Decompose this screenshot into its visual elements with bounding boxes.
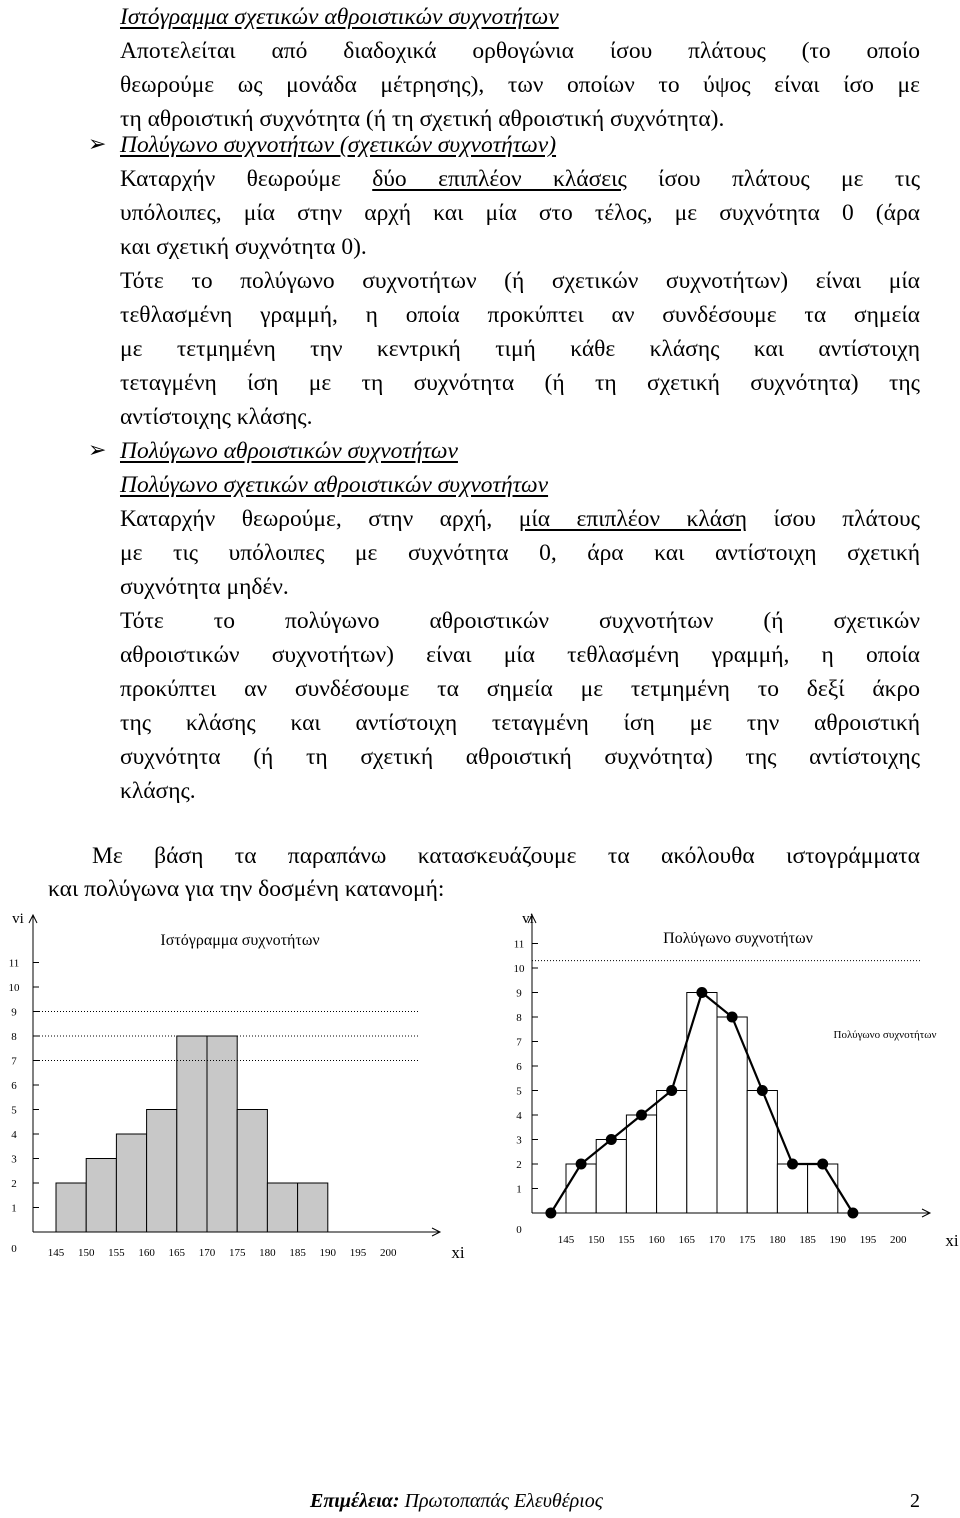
x-tick-label: 165 [168, 1247, 186, 1259]
y-tick-label: 4 [516, 1110, 522, 1122]
y-tick-label: 3 [11, 1153, 17, 1166]
section-title: Ιστόγραμμα σχετικών αθροιστικών συχνοτήτων [120, 4, 559, 30]
y-tick-label: 7 [11, 1055, 17, 1068]
paragraph-line: αθροιστικών συχνοτήτων) είναι μία τεθλασμένη γραμμή, η οποία [120, 642, 920, 668]
y-tick-label: 2 [516, 1159, 522, 1171]
histogram-bar [267, 1183, 297, 1232]
chart-legend-label: Πολύγωνο συχνοτήτων [833, 1029, 937, 1041]
histogram-bar [56, 1183, 86, 1232]
charts-figure [0, 905, 960, 1285]
chart-title: Ιστόγραμμα συχνοτήτων [160, 932, 320, 949]
cumulative-histogram-section [120, 0, 920, 136]
y-tick-label: 6 [516, 1061, 522, 1073]
footer-label: Επιμέλεια: [310, 1490, 400, 1512]
polygon-point [666, 1085, 677, 1096]
polygon-point [817, 1159, 828, 1170]
histogram-bar [808, 1164, 838, 1213]
histogram-bar [717, 1017, 747, 1213]
paragraph-line: τεθλασμένη γραμμή, η οποία προκύπτει αν συνδέσουμε τα σημεία [120, 302, 920, 328]
y-tick-label: 11 [8, 957, 20, 970]
x-tick-label: 155 [618, 1234, 635, 1246]
page-footer [310, 1490, 920, 1513]
y-tick-label: 1 [516, 1183, 522, 1196]
x-tick-label: 200 [379, 1247, 397, 1259]
page-number: 2 [910, 1490, 920, 1512]
arrow-bullet-icon: ➢ [88, 132, 107, 157]
paragraph-line: τεταγμένη ίση με τη συχνότητα (ή τη σχετική συχνότητα) της [120, 370, 920, 396]
paragraph-line: αντίστοιχης κλάσης. [120, 404, 313, 430]
paragraph-line: Αποτελείται από διαδοχικά ορθογώνια ίσου πλάτους (το οποίο [120, 38, 920, 64]
x-tick-label: 190 [829, 1234, 847, 1246]
section-title: Πολύγωνο συχνοτήτων (σχετικών συχνοτήτων) [120, 132, 557, 158]
y-tick-label: 11 [513, 938, 525, 951]
paragraph-line: με τις υπόλοιπες με συχνότητα 0, άρα και αντίστοιχη σχετική [120, 540, 920, 566]
histogram-bar [147, 1110, 177, 1233]
paragraph-line: και σχετική συχνότητα 0). [120, 234, 367, 260]
histogram-bar [237, 1110, 267, 1233]
y-tick-label: 2 [11, 1178, 17, 1190]
polygon-point [576, 1159, 587, 1170]
histogram-bar [657, 1091, 687, 1214]
y-tick-label: 0 [11, 1243, 17, 1255]
paragraph-line: προκύπτει αν συνδέσουμε τα σημεία με τετμημένη το δεξί άκρο [120, 676, 920, 702]
paragraph-line: υπόλοιπες, μία στην αρχή και μία στο τέλος, με συχνότητα 0 (άρα [120, 200, 920, 226]
paragraph-line: τη αθροιστική συχνότητα (ή τη σχετική αθροιστική συχνότητα). [120, 106, 725, 132]
polygon-point [727, 1012, 738, 1023]
charts-intro [48, 840, 920, 906]
x-tick-label: 185 [289, 1247, 306, 1259]
y-tick-label: 5 [11, 1104, 17, 1117]
x-tick-label: 145 [47, 1247, 65, 1259]
x-tick-label: 165 [678, 1234, 696, 1246]
polygon-point [787, 1159, 798, 1170]
intro-line: Με βάση τα παραπάνω κατασκευάζουμε τα ακόλουθα ιστογράμματα [92, 843, 920, 869]
paragraph-line: της κλάσης και αντίστοιχη τεταγμένη ίση με την αθροιστική [120, 710, 920, 736]
x-tick-label: 145 [557, 1234, 575, 1246]
paragraph-line: με τετμημένη την κεντρική τιμή κάθε κλάσης και αντίστοιχη [120, 336, 920, 362]
polygon-point [696, 987, 707, 998]
x-axis-label: xi [945, 1231, 959, 1250]
section-title: Πολύγωνο σχετικών αθροιστικών συχνοτήτων [120, 472, 549, 498]
arrow-bullet-icon: ➢ [88, 438, 107, 463]
x-tick-label: 195 [859, 1234, 877, 1246]
footer-author: Πρωτοπαπάς Ελευθέριος [399, 1490, 603, 1512]
paragraph-line: κλάσης. [120, 778, 196, 804]
y-tick-label: 9 [11, 1006, 17, 1019]
polygon-point [757, 1085, 768, 1096]
paragraph-line: συχνότητα (ή τη σχετική αθροιστική συχνότητα) της αντίστοιχης [120, 744, 920, 770]
y-tick-label: 7 [516, 1036, 522, 1049]
x-tick-label: 190 [319, 1247, 337, 1259]
y-tick-label: 10 [513, 963, 525, 975]
polygon-point [847, 1208, 858, 1219]
frequency-polygon-section [120, 128, 920, 434]
polygon-point [545, 1208, 556, 1219]
x-tick-label: 180 [259, 1247, 276, 1259]
paragraph-line: Καταρχήν θεωρούμε δύο επιπλέον κλάσεις ίσου πλάτους με τις [120, 166, 920, 192]
chart-title: Πολύγωνο συχνοτήτων [663, 930, 813, 947]
histogram-bar [777, 1164, 807, 1213]
y-tick-label: 0 [516, 1224, 522, 1236]
polygon-point [606, 1134, 617, 1145]
histogram-bar [298, 1183, 328, 1232]
cumulative-polygon-section [120, 434, 920, 808]
y-axis-label: vi [522, 911, 534, 927]
y-tick-label: 5 [516, 1085, 522, 1098]
x-tick-label: 170 [708, 1234, 726, 1246]
paragraph-line: συχνότητα μηδέν. [120, 574, 289, 600]
histogram-bar [207, 1036, 237, 1232]
y-tick-label: 8 [516, 1012, 522, 1024]
x-tick-label: 155 [108, 1247, 125, 1259]
x-tick-label: 160 [138, 1247, 155, 1259]
paragraph-line: Τότε το πολύγωνο αθροιστικών συχνοτήτων (ή σχετικών [120, 608, 920, 634]
histogram-bar [596, 1140, 626, 1214]
x-tick-label: 185 [799, 1234, 816, 1246]
histogram-bar [177, 1036, 207, 1232]
paragraph-line: θεωρούμε ως μονάδα μέτρησης), των οποίων το ύψος είναι ίσο με [120, 72, 920, 98]
y-axis-label: vi [12, 911, 24, 927]
x-tick-label: 150 [77, 1247, 95, 1259]
x-tick-label: 195 [349, 1247, 367, 1259]
intro-line: και πολύγωνα για την δοσμένη κατανομή: [48, 876, 445, 902]
x-axis-label: xi [451, 1243, 465, 1262]
y-tick-label: 6 [11, 1080, 17, 1092]
y-tick-label: 4 [11, 1129, 17, 1141]
histogram-bar [747, 1091, 777, 1214]
histogram-bar [626, 1115, 656, 1213]
y-tick-label: 10 [8, 982, 20, 994]
x-tick-label: 150 [587, 1234, 605, 1246]
polygon-point [636, 1110, 647, 1121]
y-tick-label: 1 [11, 1202, 17, 1215]
x-tick-label: 175 [738, 1234, 756, 1246]
x-tick-label: 170 [198, 1247, 216, 1259]
paragraph-line: Τότε το πολύγωνο συχνοτήτων (ή σχετικών συχνοτήτων) είναι μία [120, 268, 920, 294]
histogram-bar [86, 1159, 116, 1233]
histogram-bar [116, 1134, 146, 1232]
paragraph-line: Καταρχήν θεωρούμε, στην αρχή, μία επιπλέον κλάση ίσου πλάτους [120, 506, 920, 532]
y-tick-label: 9 [516, 987, 522, 1000]
x-tick-label: 200 [889, 1234, 907, 1246]
y-tick-label: 8 [11, 1031, 17, 1043]
x-tick-label: 180 [769, 1234, 786, 1246]
y-tick-label: 3 [516, 1134, 522, 1147]
histogram-bar [566, 1164, 596, 1213]
x-tick-label: 160 [648, 1234, 665, 1246]
x-tick-label: 175 [228, 1247, 246, 1259]
section-title: Πολύγωνο αθροιστικών συχνοτήτων [120, 438, 458, 464]
